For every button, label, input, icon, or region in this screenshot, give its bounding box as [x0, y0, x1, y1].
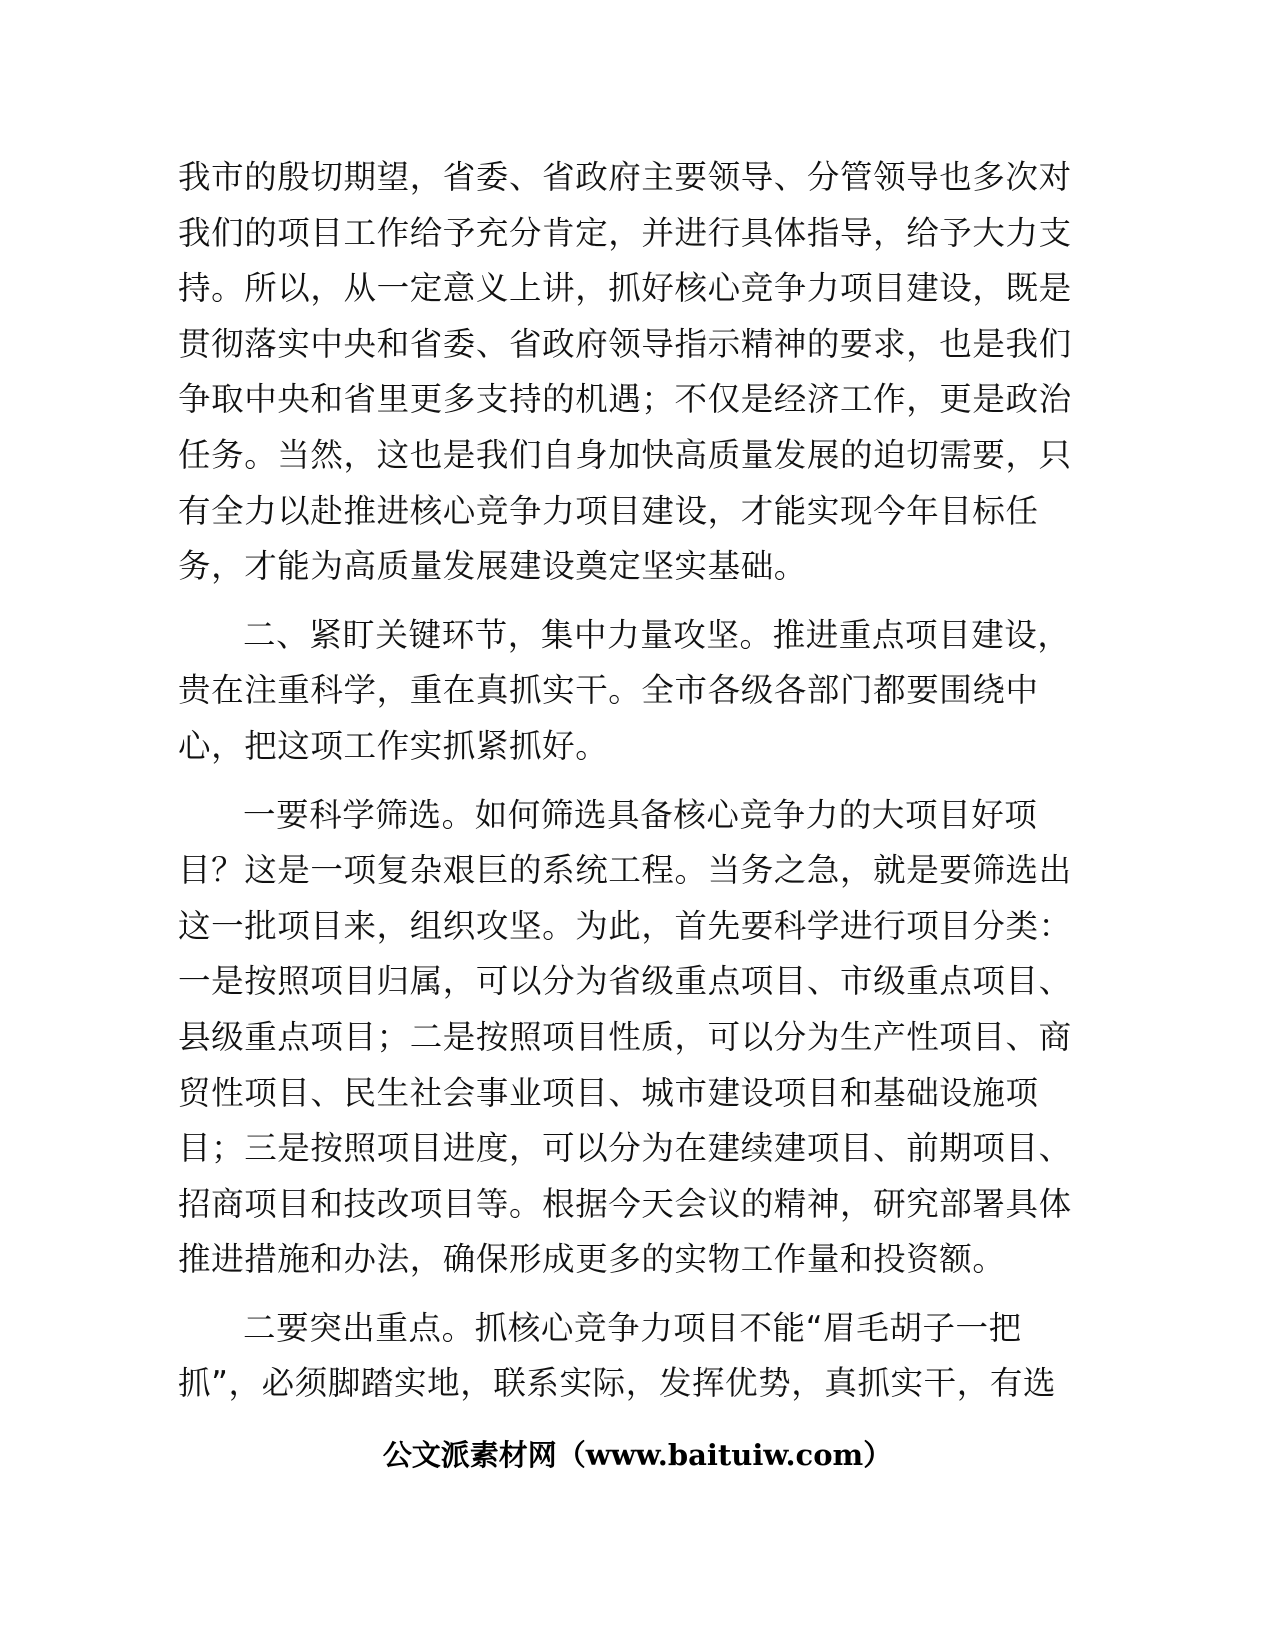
text-line: 一要科学筛选。如何筛选具备核心竞争力的大项目好项 — [243, 795, 1038, 834]
text-line: 招商项目和技改项目等。根据今天会议的精神，研究部署具体 — [178, 1184, 1072, 1223]
text-line: 我们的项目工作给予充分肯定，并进行具体指导，给予大力支 — [178, 213, 1072, 252]
text-line: 抓”，必须脚踏实地，联系实际，发挥优势，真抓实干，有选 — [178, 1364, 1057, 1403]
text-line: 有全力以赴推进核心竞争力项目建设，才能实现今年目标任 — [178, 491, 1039, 530]
text-line: 务，才能为高质量发展建设奠定坚实基础。 — [178, 547, 807, 586]
text-line: 这一批项目来，组织攻坚。为此，首先要科学进行项目分类： — [178, 906, 1072, 945]
paragraph-2 — [178, 608, 1071, 775]
text-line: 推进措施和办法，确保形成更多的实物工作量和投资额。 — [178, 1240, 1006, 1279]
text-line: 县级重点项目；二是按照项目性质，可以分为生产性项目、商 — [178, 1017, 1072, 1056]
text-line: 目；三是按照项目进度，可以分为在建续建项目、前期项目、 — [178, 1129, 1072, 1168]
text-line: 二要突出重点。抓核心竞争力项目不能“眉毛胡子一把 — [243, 1308, 1022, 1347]
text-line: 贯彻落实中央和省委、省政府领导指示精神的要求，也是我们 — [178, 324, 1072, 363]
text-line: 争取中央和省里更多支持的机遇；不仅是经济工作，更是政治 — [178, 380, 1072, 419]
page-footer-source: 公文派素材网（www.baituiw.com） — [382, 1438, 893, 1472]
paragraph-3 — [178, 788, 1072, 1288]
text-line: 二、紧盯关键环节，集中力量攻坚。推进重点项目建设， — [243, 615, 1071, 654]
document-body — [178, 150, 1072, 1412]
text-line: 持。所以，从一定意义上讲，抓好核心竞争力项目建设，既是 — [178, 269, 1072, 308]
text-line: 目？这是一项复杂艰巨的系统工程。当务之急，就是要筛选出 — [178, 851, 1072, 890]
text-line: 我市的殷切期望，省委、省政府主要领导、分管领导也多次对 — [178, 158, 1072, 196]
paragraph-4 — [178, 1301, 1057, 1412]
paragraph-1 — [178, 150, 1072, 595]
text-line: 心，把这项工作实抓紧抓好。 — [178, 726, 609, 765]
text-line: 任务。当然，这也是我们自身加快高质量发展的迫切需要，只 — [178, 435, 1072, 474]
text-line: 贸性项目、民生社会事业项目、城市建设项目和基础设施项 — [178, 1073, 1039, 1112]
text-line: 一是按照项目归属，可以分为省级重点项目、市级重点项目、 — [178, 962, 1072, 1001]
text-line: 贵在注重科学，重在真抓实干。全市各级各部门都要围绕中 — [178, 671, 1039, 710]
